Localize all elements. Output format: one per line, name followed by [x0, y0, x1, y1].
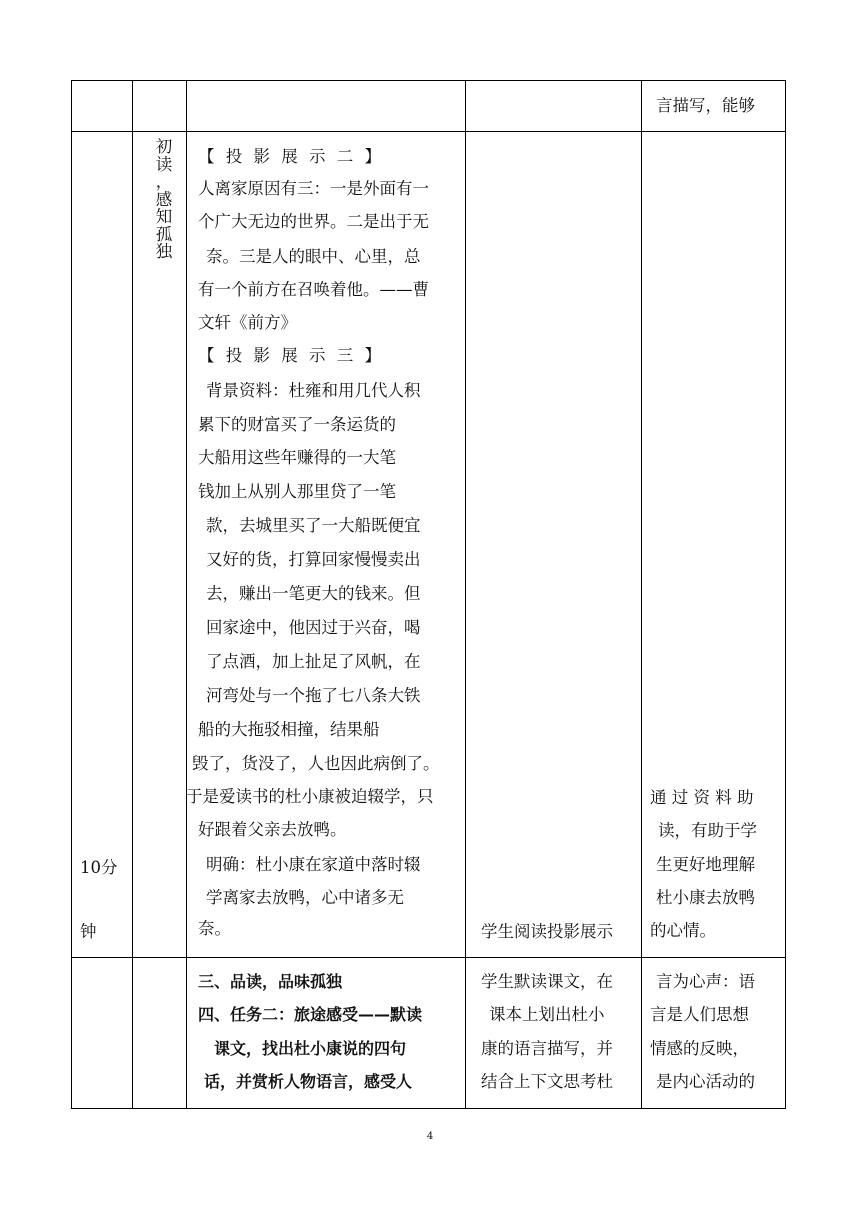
- row2-content-line: 奈。三是人的眼中、心里，总: [206, 247, 421, 266]
- row2-content-line: 个广大无边的世界。二是出于无: [198, 212, 429, 231]
- row2-design-intent-line: 杜小康去放鸭: [656, 888, 755, 907]
- row2-content-line: 船的大拖驳相撞，结果船: [198, 720, 380, 739]
- phase-char: 读: [155, 154, 173, 174]
- phase-char: 独: [155, 242, 173, 261]
- row3-design-intent-line: 言是人们思想: [650, 1005, 749, 1024]
- row3-content-line: 四、任务二：旅途感受——默读: [198, 1005, 423, 1024]
- phase-char: ，: [155, 172, 173, 191]
- row3-student-activity-line: 康的语言描写，并: [481, 1039, 613, 1058]
- col-divider-2: [186, 80, 187, 1109]
- phase-char: 初: [155, 137, 173, 156]
- row3-design-intent-line: 言为心声：语: [656, 972, 755, 991]
- row2-content-line: 回家途中，他因过于兴奋，喝: [206, 618, 421, 637]
- row2-content-line: 人离家原因有三：一是外面有一: [198, 179, 429, 198]
- col-divider-3: [465, 80, 466, 1109]
- row2-content-line: 又好的货，打算回家慢慢卖出: [206, 550, 421, 569]
- phase-char: 感: [155, 189, 173, 209]
- row2-content-line: 背景资料：杜雍和用几代人积: [206, 381, 421, 400]
- col-divider-1: [132, 80, 133, 1109]
- col-divider-4: [641, 80, 642, 1109]
- row2-content-line: 文轩《前方》: [198, 313, 297, 332]
- row2-time-line-2: 钟: [80, 922, 97, 941]
- row2-content-line: 了点酒，加上扯足了风帆，在: [206, 652, 421, 671]
- row2-design-intent-line: 生更好地理解: [656, 855, 755, 874]
- row2-content-line: 奈。: [198, 919, 231, 938]
- row2-content-line: 于是爱读书的杜小康被迫辍学，只: [186, 787, 434, 806]
- row3-student-activity-line: 课本上划出杜小: [489, 1005, 605, 1024]
- row2-design-intent-line: 读，有助于学: [658, 821, 757, 840]
- row-divider-2: [71, 957, 786, 958]
- row2-content-line: 【 投 影 展 示 三 】: [198, 346, 384, 365]
- row-divider-1: [71, 131, 786, 132]
- row2-content-line: 大船用这些年赚得的一大笔: [198, 448, 396, 467]
- row3-design-intent-line: 情感的反映，: [650, 1039, 749, 1058]
- page-number: 4: [426, 1131, 434, 1142]
- row1-design-intent: 言描写，能够: [656, 96, 755, 115]
- row3-student-activity-line: 结合上下文思考杜: [481, 1072, 613, 1091]
- row3-student-activity-line: 学生默读课文，在: [481, 972, 613, 991]
- table-border-right: [785, 80, 786, 1109]
- table-border-bottom: [71, 1108, 786, 1109]
- row2-content-line: 【 投 影 展 示 二 】: [198, 147, 384, 166]
- row2-content-line: 累下的财富买了一条运货的: [198, 415, 396, 434]
- row3-content-line: 三、品读，品味孤独: [198, 972, 343, 991]
- row2-design-intent-line: 的心情。: [650, 921, 716, 940]
- table-border-top: [71, 80, 786, 81]
- row2-content-line: 河弯处与一个拖了七八条大铁: [206, 686, 421, 705]
- row2-content-line: 有一个前方在召唤着他。——曹: [198, 280, 429, 299]
- row2-content-line: 毁了，货没了，人也因此病倒了。: [192, 754, 440, 773]
- row2-content-line: 去，赚出一笔更大的钱来。但: [206, 584, 421, 603]
- table-border-left: [71, 80, 72, 1109]
- row3-design-intent-line: 是内心活动的: [656, 1072, 755, 1091]
- row3-content-line: 话，并赏析人物语言，感受人: [204, 1072, 413, 1091]
- row3-content-line: 课文，找出杜小康说的四句: [214, 1039, 407, 1058]
- row2-time-line-1: 10分: [80, 858, 118, 877]
- row2-content-line: 好跟着父亲去放鸭。: [198, 820, 347, 839]
- row2-phase-label: [154, 138, 174, 261]
- row2-content-line: 学离家去放鸭，心中诸多无: [206, 888, 404, 907]
- row2-content-line: 款，去城里买了一大船既便宜: [206, 516, 421, 535]
- row2-student-activity: 学生阅读投影展示: [481, 922, 613, 941]
- row2-design-intent-line: 通 过 资 料 助: [650, 788, 754, 807]
- phase-char: 孤: [155, 224, 173, 244]
- row2-content-line: 钱加上从别人那里贷了一笔: [198, 482, 396, 501]
- row2-content-line: 明确：杜小康在家道中落时辍: [206, 855, 421, 874]
- phase-char: 知: [155, 207, 173, 226]
